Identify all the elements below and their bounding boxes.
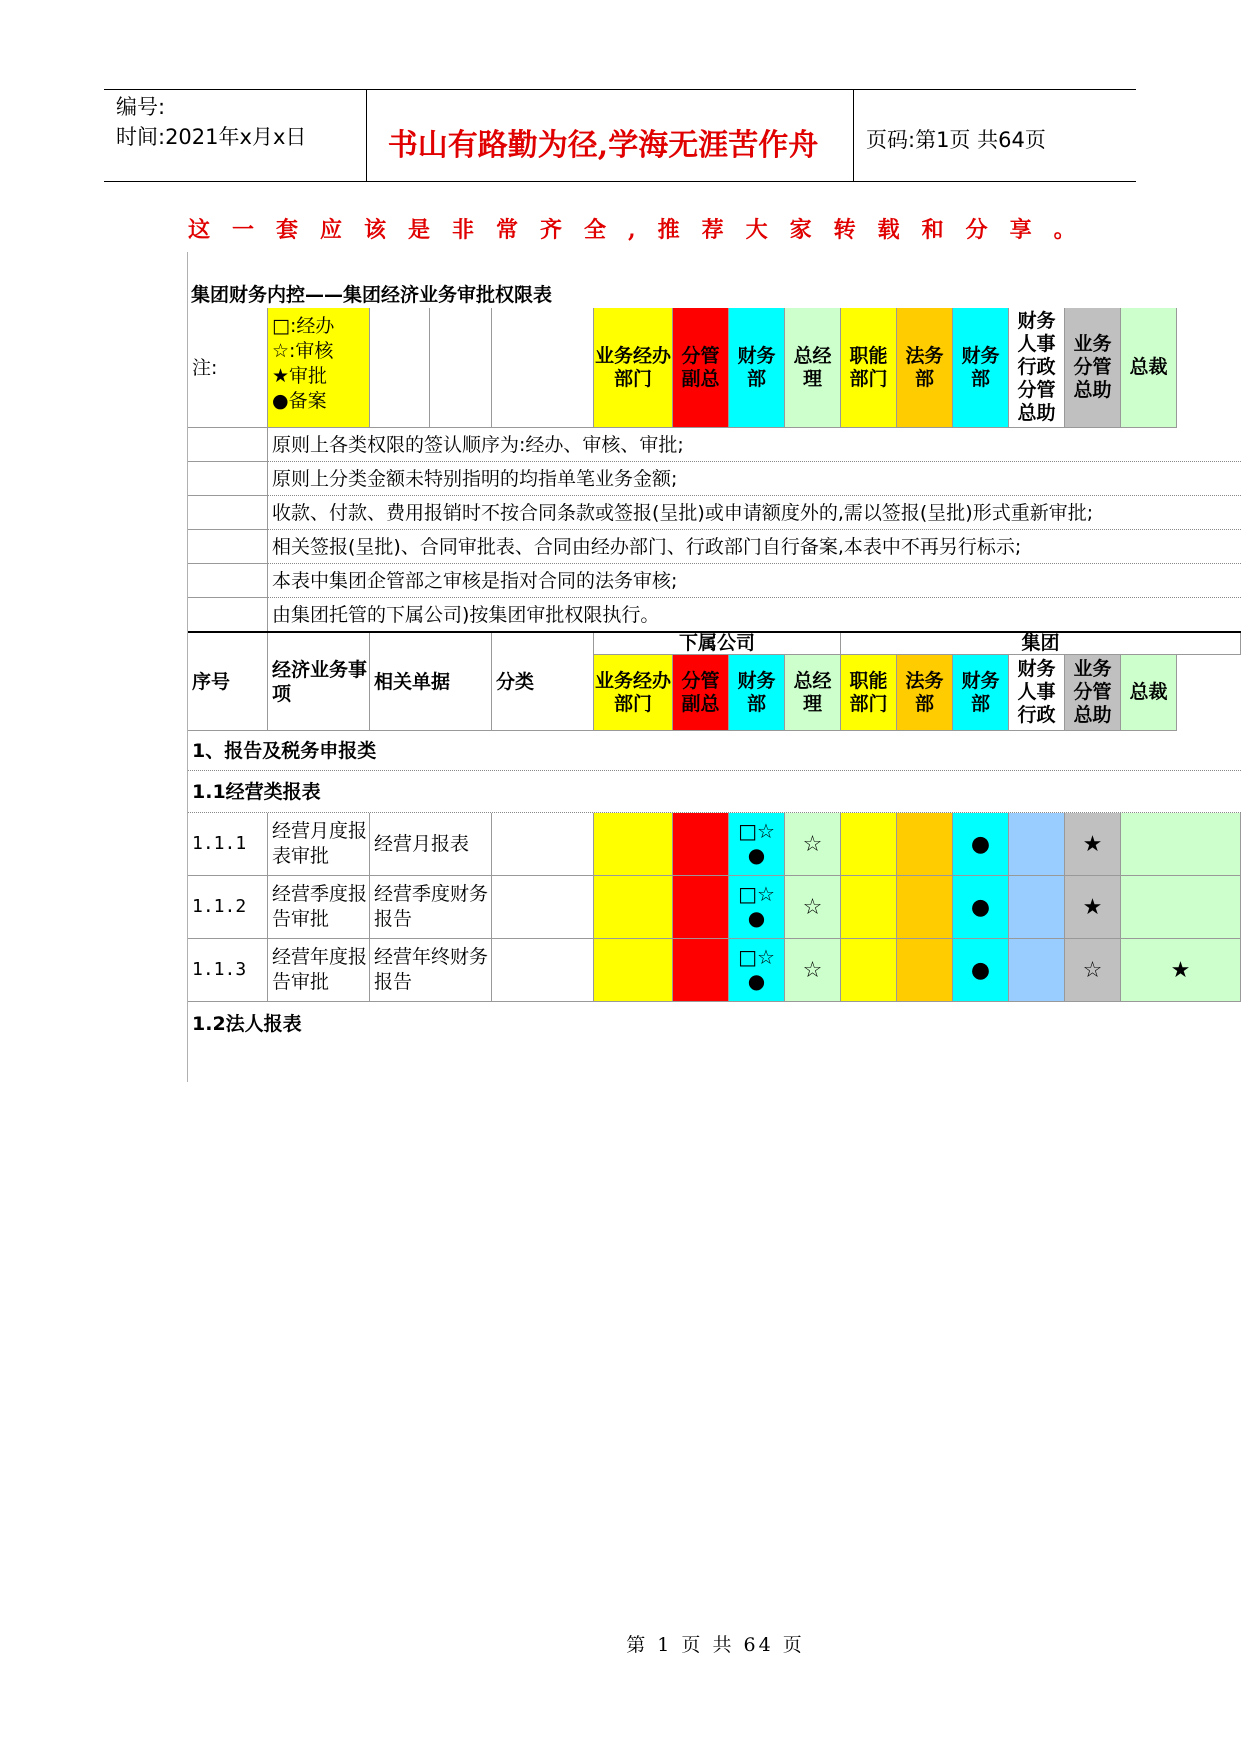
approval-mark: ☆ (785, 813, 841, 876)
note-label: 注: (188, 308, 268, 428)
row-category (492, 876, 594, 939)
role-header-finance: 财务部 (729, 308, 785, 428)
legend-handle: □:经办 (272, 315, 335, 337)
approval-table (188, 252, 1241, 1082)
col-seq: 序号 (188, 633, 268, 731)
legend-approve: ★审批 (272, 365, 328, 387)
page-footer: 第 1 页 共 64 页 (626, 1634, 805, 1656)
row-item: 经营月度报表审批 (268, 813, 370, 876)
row-item: 经营季度报告审批 (268, 876, 370, 939)
role-header-vp: 分管副总 (673, 308, 729, 428)
note-row: 原则上分类金额未特别指明的均指单笔业务金额; (268, 462, 1241, 496)
row-category (492, 939, 594, 1002)
col-item: 经济业务事项 (268, 633, 370, 731)
approval-mark (897, 876, 953, 939)
role-header-function: 职能部门 (841, 655, 897, 731)
header-motto: 书山有路勤为径,学海无涯苦作舟 (387, 128, 819, 163)
approval-mark: ☆ (785, 939, 841, 1002)
note-row: 原则上各类权限的签认顺序为:经办、审核、审批; (268, 428, 1241, 462)
approval-mark (841, 813, 897, 876)
approval-mark (897, 813, 953, 876)
role-header-hr-admin: 财务人事行政 (1009, 655, 1065, 731)
header-page-number: 页码:第1页 共64页 (866, 128, 1046, 152)
role-header-gm: 总经理 (785, 308, 841, 428)
role-header-biz-assistant: 业务分管总助 (1065, 655, 1121, 731)
group-headquarters: 集团 (841, 633, 1241, 655)
role-header-legal: 法务部 (897, 308, 953, 428)
approval-mark (673, 813, 729, 876)
approval-mark: □☆● (729, 939, 785, 1002)
role-header-group-finance: 财务部 (953, 308, 1009, 428)
legend-review: ☆:审核 (272, 340, 334, 362)
doc-time-label: 时间:2021年x月x日 (116, 125, 307, 149)
role-header-dept: 业务经办部门 (594, 308, 673, 428)
group-subsidiary: 下属公司 (594, 633, 841, 655)
approval-mark (1121, 876, 1241, 939)
approval-mark: ● (953, 813, 1009, 876)
header-meta (116, 92, 306, 152)
role-header-finance: 财务部 (729, 655, 785, 731)
promo-text: 这一套应该是非常齐全,推荐大家转载和分享。 (188, 217, 1098, 243)
approval-mark (594, 939, 673, 1002)
row-doc: 经营月报表 (370, 813, 492, 876)
note-row: 本表中集团企管部之审核是指对合同的法务审核; (268, 564, 1241, 598)
approval-mark: ★ (1065, 813, 1121, 876)
role-header-group-finance: 财务部 (953, 655, 1009, 731)
row-seq: 1.1.3 (188, 939, 268, 1002)
approval-mark (1009, 939, 1065, 1002)
role-header-biz-assistant: 业务分管总助 (1065, 308, 1121, 428)
approval-mark (594, 813, 673, 876)
section-heading: 1、报告及税务申报类 (188, 731, 1241, 771)
role-header-function: 职能部门 (841, 308, 897, 428)
approval-mark: □☆● (729, 813, 785, 876)
subsection-heading: 1.2法人报表 (192, 1013, 302, 1035)
row-item: 经营年度报告审批 (268, 939, 370, 1002)
row-seq: 1.1.2 (188, 876, 268, 939)
approval-mark (1121, 813, 1241, 876)
approval-mark: ☆ (1065, 939, 1121, 1002)
legend-file: ●备案 (272, 390, 327, 412)
approval-mark (1009, 876, 1065, 939)
approval-mark (841, 876, 897, 939)
note-row: 相关签报(呈批)、合同审批表、合同由经办部门、行政部门自行备案,本表中不再另行标示; (268, 530, 1241, 564)
approval-mark (841, 939, 897, 1002)
role-header-president: 总裁 (1121, 655, 1177, 731)
row-doc: 经营季度财务报告 (370, 876, 492, 939)
role-header-gm: 总经理 (785, 655, 841, 731)
legend-box (268, 308, 370, 428)
approval-mark: □☆● (729, 876, 785, 939)
approval-mark: ● (953, 876, 1009, 939)
doc-number-label: 编号: (116, 95, 166, 119)
row-doc: 经营年终财务报告 (370, 939, 492, 1002)
approval-mark (897, 939, 953, 1002)
col-category: 分类 (492, 633, 594, 731)
approval-mark (673, 876, 729, 939)
row-seq: 1.1.1 (188, 813, 268, 876)
note-row: 由集团托管的下属公司)按集团审批权限执行。 (268, 598, 1241, 632)
note-row: 收款、付款、费用报销时不按合同条款或签报(呈批)或申请额度外的,需以签报(呈批)形式重新审批; (268, 496, 1241, 530)
table-title: 集团财务内控——集团经济业务审批权限表 (191, 284, 553, 306)
role-header-hr-assistant: 财务人事行政分管总助 (1009, 308, 1065, 428)
role-header-legal: 法务部 (897, 655, 953, 731)
approval-mark: ☆ (785, 876, 841, 939)
approval-mark: ● (953, 939, 1009, 1002)
col-doc: 相关单据 (370, 633, 492, 731)
approval-mark (673, 939, 729, 1002)
row-category (492, 813, 594, 876)
approval-mark (1009, 813, 1065, 876)
approval-mark: ★ (1065, 876, 1121, 939)
approval-mark: ★ (1121, 939, 1241, 1002)
approval-mark (594, 876, 673, 939)
role-header-vp: 分管副总 (673, 655, 729, 731)
subsection-heading: 1.1经营类报表 (188, 771, 1241, 813)
role-header-president: 总裁 (1121, 308, 1177, 428)
role-header-dept: 业务经办部门 (594, 655, 673, 731)
